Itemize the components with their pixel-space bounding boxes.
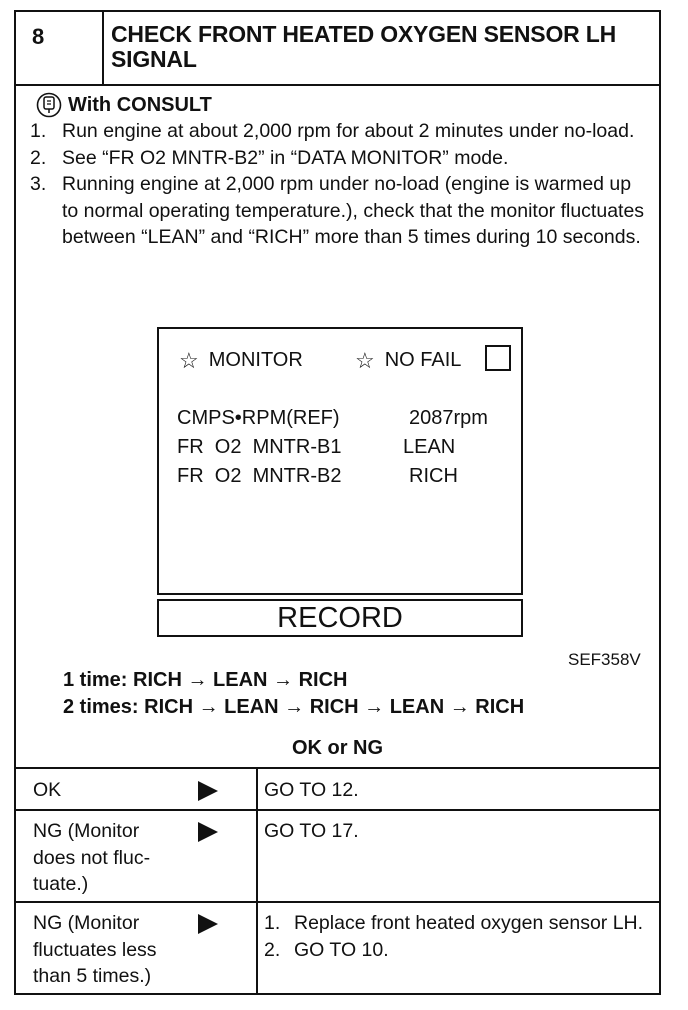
column-divider: [256, 811, 258, 901]
step-text: Running engine at 2,000 rpm under no-load (engine is warmed up to normal operating temperature.), check that the monitor fluctuates between “LEAN” and “RICH” more than 5 times during 10 seconds.: [62, 173, 645, 248]
result-action: Replace front heated oxygen sensor LH.: [294, 912, 644, 934]
step-index: 2.: [30, 146, 47, 169]
step-text: See “FR O2 MNTR-B2” in “DATA MONITOR” mode.: [62, 146, 509, 169]
step-text: Run engine at about 2,000 rpm for about 2 minutes under no-load.: [62, 120, 635, 142]
figure-code: SEF358V: [568, 650, 641, 669]
fluctuation-sequence: 2 times: RICH → LEAN → RICH → LEAN → RICH: [63, 696, 525, 718]
data-monitor-screen: [157, 327, 523, 595]
result-condition: NG (Monitor fluctuates less than 5 times.): [33, 912, 157, 987]
result-action: GO TO 10.: [294, 938, 389, 961]
result-row: [16, 769, 659, 811]
param-name: FR O2 MNTR-B2: [177, 465, 342, 487]
star-icon: ☆: [355, 347, 375, 373]
result-table: [16, 767, 659, 995]
procedure-step: [30, 171, 650, 251]
step-index: 3.: [30, 173, 47, 195]
param-name: CMPS•RPM(REF): [177, 407, 340, 429]
procedure-step: [30, 145, 650, 172]
no-fail-header: [355, 349, 461, 372]
result-row: [16, 811, 659, 903]
consult-heading: [36, 92, 212, 118]
result-condition: NG (Monitor does not fluc-tuate.): [33, 820, 151, 895]
result-action: GO TO 12.: [264, 779, 359, 801]
consult-label: With CONSULT: [68, 93, 212, 116]
result-action-list: [264, 910, 649, 963]
arrow-right-icon: [198, 781, 218, 801]
monitor-label: MONITOR: [208, 349, 303, 371]
step-title: CHECK FRONT HEATED OXYGEN SENSOR LH SIGNAL: [111, 21, 616, 72]
record-button[interactable]: RECORD: [157, 599, 523, 637]
result-row: [16, 903, 659, 995]
column-divider: [256, 769, 258, 809]
result-action-item: 1. Replace front heated oxygen sensor LH.: [264, 910, 649, 937]
param-value: 2087rpm: [409, 407, 488, 429]
fluctuation-sequence: 1 time: RICH → LEAN → RICH: [63, 669, 348, 691]
procedure-step: [30, 118, 650, 145]
step-header: [16, 12, 659, 86]
result-action-item: 2. GO TO 10.: [264, 937, 649, 964]
step-number: 8: [32, 24, 45, 49]
procedure-steps: [30, 118, 650, 251]
monitor-header: [179, 349, 303, 372]
arrow-right-icon: [198, 822, 218, 842]
no-fail-label: NO FAIL: [384, 349, 462, 371]
param-value: LEAN: [403, 436, 456, 458]
result-action: GO TO 17.: [264, 820, 359, 842]
column-divider: [256, 903, 258, 995]
param-value: RICH: [409, 465, 458, 487]
result-header: OK or NG: [291, 737, 384, 759]
star-icon: ☆: [179, 347, 199, 373]
arrow-right-icon: [198, 914, 218, 934]
diagnostic-step-card: [14, 10, 661, 995]
step-number-cell: [16, 12, 104, 84]
step-index: 1.: [30, 120, 47, 142]
param-name: FR O2 MNTR-B1: [177, 436, 342, 458]
no-fail-checkbox: [485, 345, 511, 371]
result-condition: OK: [33, 779, 62, 801]
consult-plug-icon: [36, 92, 62, 118]
